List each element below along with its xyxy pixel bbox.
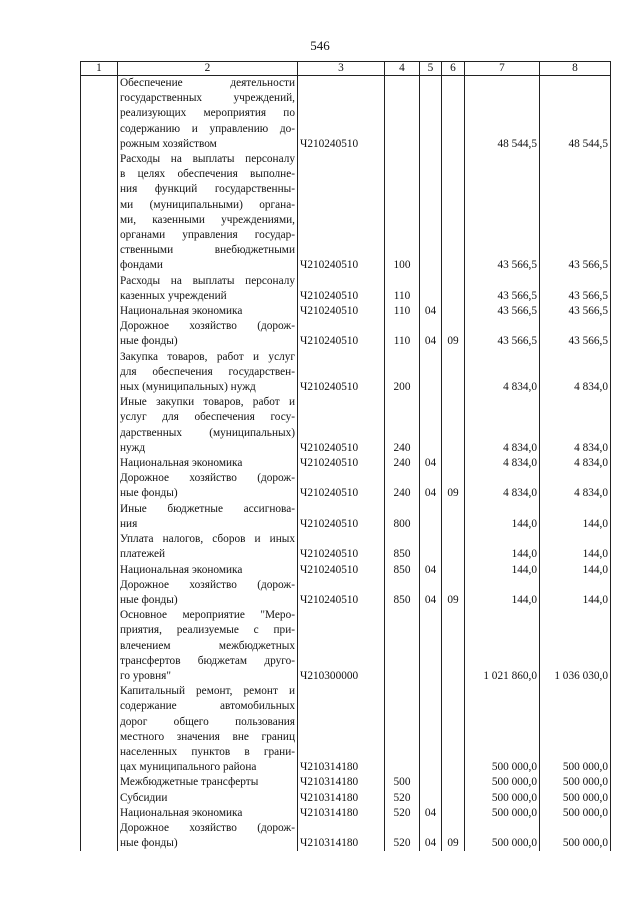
amount-col7-cell: 48 544,5 xyxy=(465,76,540,153)
row-name-line: фондами xyxy=(120,259,163,272)
row-name-line: Иные бюджетные ассигнова- xyxy=(120,502,295,515)
section-cell: 04 xyxy=(420,471,442,501)
row-number-cell xyxy=(81,532,118,562)
amount-col8-cell: 43 566,5 xyxy=(540,304,611,319)
table-row xyxy=(81,608,611,684)
section-cell xyxy=(420,274,442,304)
table-row xyxy=(81,684,611,775)
amount-col8-cell: 144,0 xyxy=(540,502,611,532)
expense-type-cell: 800 xyxy=(385,502,420,532)
subsection-cell xyxy=(442,274,465,304)
amount-col8-cell: 4 834,0 xyxy=(540,395,611,456)
row-name-line: услуг для обеспечения госу- xyxy=(120,411,295,424)
row-name-line: нужд xyxy=(120,441,146,454)
amount-col7-cell: 43 566,5 xyxy=(465,319,540,349)
row-name-line: ные фонды) xyxy=(120,335,178,348)
expense-type-cell: 100 xyxy=(385,152,420,274)
amount-col8-cell: 4 834,0 xyxy=(540,471,611,501)
section-cell: 04 xyxy=(420,456,442,471)
subsection-cell xyxy=(442,806,465,821)
table-row xyxy=(81,563,611,578)
amount-col8-cell: 144,0 xyxy=(540,532,611,562)
target-article-cell: Ч210240510 xyxy=(298,274,385,304)
table-row xyxy=(81,350,611,396)
amount-col8-cell: 48 544,5 xyxy=(540,76,611,153)
row-name-line: государственных учреждений, xyxy=(120,92,295,105)
row-name-line: Уплата налогов, сборов и иных xyxy=(120,533,295,546)
amount-col7-cell: 43 566,5 xyxy=(465,304,540,319)
row-name-line: органами управления государ- xyxy=(120,229,295,242)
row-name-line: трансфертов бюджетам друго- xyxy=(120,654,295,667)
row-name-line: ные фонды) xyxy=(120,593,178,606)
subsection-cell xyxy=(442,532,465,562)
subsection-cell xyxy=(442,502,465,532)
row-name-line: дорог общего пользования xyxy=(120,715,295,728)
section-cell: 04 xyxy=(420,563,442,578)
section-cell xyxy=(420,791,442,806)
target-article-cell: Ч210240510 xyxy=(298,532,385,562)
expense-type-cell: 850 xyxy=(385,532,420,562)
row-number-cell xyxy=(81,578,118,608)
amount-col7-cell: 144,0 xyxy=(465,502,540,532)
row-number-cell xyxy=(81,608,118,684)
table-row xyxy=(81,775,611,790)
section-cell xyxy=(420,395,442,456)
amount-col7-cell: 4 834,0 xyxy=(465,350,540,396)
expense-type-cell xyxy=(385,684,420,775)
row-number-cell xyxy=(81,563,118,578)
target-article-cell: Ч210240510 xyxy=(298,563,385,578)
amount-col7-cell: 1 021 860,0 xyxy=(465,608,540,684)
amount-col7-cell: 4 834,0 xyxy=(465,456,540,471)
amount-col7-cell: 4 834,0 xyxy=(465,395,540,456)
row-name-cell xyxy=(118,152,298,274)
row-name-line: приятия, реализуемые с при- xyxy=(120,624,295,637)
row-name-line: Закупка товаров, работ и услуг xyxy=(120,350,295,363)
table-row xyxy=(81,395,611,456)
row-name-line: местного значения вне границ xyxy=(120,730,295,743)
row-number-cell xyxy=(81,76,118,153)
section-cell xyxy=(420,608,442,684)
row-name-line: Национальная экономика xyxy=(120,457,243,470)
subsection-cell xyxy=(442,76,465,153)
amount-col7-cell: 500 000,0 xyxy=(465,684,540,775)
amount-col8-cell: 500 000,0 xyxy=(540,791,611,806)
row-number-cell xyxy=(81,806,118,821)
amount-col8-cell: 43 566,5 xyxy=(540,319,611,349)
amount-col7-cell: 43 566,5 xyxy=(465,274,540,304)
target-article-cell: Ч210314180 xyxy=(298,806,385,821)
row-name-line: содержанию и управлению до- xyxy=(120,122,295,135)
row-number-cell xyxy=(81,791,118,806)
amount-col8-cell: 4 834,0 xyxy=(540,350,611,396)
row-name-cell xyxy=(118,791,298,806)
page-number: 546 xyxy=(310,38,330,53)
column-header: 3 xyxy=(298,62,385,76)
column-header: 5 xyxy=(420,62,442,76)
row-name-line: Межбюджетные трансферты xyxy=(120,776,259,789)
row-name-line: ных (муниципальных) нужд xyxy=(120,381,256,394)
expense-type-cell: 240 xyxy=(385,471,420,501)
row-name-line: цах муниципального района xyxy=(120,761,257,774)
row-number-cell xyxy=(81,304,118,319)
expense-type-cell: 110 xyxy=(385,319,420,349)
subsection-cell xyxy=(442,395,465,456)
section-cell xyxy=(420,502,442,532)
row-name-line: Национальная экономика xyxy=(120,305,243,318)
row-name-cell xyxy=(118,502,298,532)
target-article-cell: Ч210314180 xyxy=(298,684,385,775)
row-name-line: для обеспечения государствен- xyxy=(120,365,295,378)
subsection-cell: 09 xyxy=(442,471,465,501)
row-name-line: Дорожное хозяйство (дорож- xyxy=(120,821,295,834)
row-name-line: Капитальный ремонт, ремонт и xyxy=(120,685,295,698)
expense-type-cell: 200 xyxy=(385,350,420,396)
row-name-line: ния xyxy=(120,517,138,530)
row-name-cell xyxy=(118,274,298,304)
row-name-cell xyxy=(118,319,298,349)
table-row xyxy=(81,274,611,304)
row-name-cell xyxy=(118,350,298,396)
row-name-cell xyxy=(118,471,298,501)
row-name-cell xyxy=(118,578,298,608)
row-name-line: Дорожное хозяйство (дорож- xyxy=(120,472,295,485)
row-name-line: Национальная экономика xyxy=(120,563,243,576)
row-name-cell xyxy=(118,608,298,684)
subsection-cell xyxy=(442,775,465,790)
section-cell xyxy=(420,152,442,274)
table-row xyxy=(81,76,611,153)
subsection-cell xyxy=(442,456,465,471)
section-cell xyxy=(420,775,442,790)
table-row xyxy=(81,502,611,532)
row-number-cell xyxy=(81,274,118,304)
target-article-cell: Ч210314180 xyxy=(298,821,385,851)
subsection-cell: 09 xyxy=(442,821,465,851)
expense-type-cell: 520 xyxy=(385,821,420,851)
subsection-cell xyxy=(442,304,465,319)
row-name-line: ния функций государственны- xyxy=(120,183,295,196)
row-name-line: дарственных (муниципальных) xyxy=(120,426,295,439)
row-name-line: ми (муниципальными) органа- xyxy=(120,198,295,211)
subsection-cell xyxy=(442,350,465,396)
expense-type-cell: 500 xyxy=(385,775,420,790)
amount-col7-cell: 500 000,0 xyxy=(465,806,540,821)
expense-type-cell xyxy=(385,608,420,684)
amount-col8-cell: 4 834,0 xyxy=(540,456,611,471)
row-number-cell xyxy=(81,395,118,456)
row-name-cell xyxy=(118,76,298,153)
target-article-cell: Ч210240510 xyxy=(298,578,385,608)
row-name-line: Расходы на выплаты персоналу xyxy=(120,153,295,166)
row-name-line: содержание автомобильных xyxy=(120,700,295,713)
expense-type-cell: 850 xyxy=(385,578,420,608)
table-row xyxy=(81,532,611,562)
amount-col7-cell: 144,0 xyxy=(465,532,540,562)
table-row xyxy=(81,821,611,851)
row-name-line: ные фонды) xyxy=(120,487,178,500)
row-number-cell xyxy=(81,152,118,274)
subsection-cell xyxy=(442,791,465,806)
amount-col8-cell: 43 566,5 xyxy=(540,152,611,274)
amount-col8-cell: 1 036 030,0 xyxy=(540,608,611,684)
row-name-line: Дорожное хозяйство (дорож- xyxy=(120,320,295,333)
row-name-line: Дорожное хозяйство (дорож- xyxy=(120,578,295,591)
target-article-cell: Ч210240510 xyxy=(298,304,385,319)
row-number-cell xyxy=(81,775,118,790)
table-row xyxy=(81,791,611,806)
section-cell: 04 xyxy=(420,821,442,851)
row-number-cell xyxy=(81,502,118,532)
section-cell xyxy=(420,684,442,775)
row-name-line: рожным хозяйством xyxy=(120,137,217,150)
row-number-cell xyxy=(81,684,118,775)
row-number-cell xyxy=(81,456,118,471)
row-name-line: ми, казенными учреждениями, xyxy=(120,213,295,226)
row-name-line: реализующих мероприятия по xyxy=(120,107,295,120)
table-row xyxy=(81,304,611,319)
row-name-line: Расходы на выплаты персоналу xyxy=(120,274,295,287)
section-cell xyxy=(420,532,442,562)
subsection-cell xyxy=(442,152,465,274)
target-article-cell: Ч210314180 xyxy=(298,775,385,790)
subsection-cell xyxy=(442,684,465,775)
section-cell xyxy=(420,350,442,396)
row-name-line: ные фонды) xyxy=(120,837,178,850)
column-header: 4 xyxy=(385,62,420,76)
table-row xyxy=(81,578,611,608)
expense-type-cell: 850 xyxy=(385,563,420,578)
row-name-line: Субсидии xyxy=(120,791,168,804)
target-article-cell: Ч210240510 xyxy=(298,502,385,532)
row-name-cell xyxy=(118,563,298,578)
row-number-cell xyxy=(81,821,118,851)
expense-type-cell: 520 xyxy=(385,791,420,806)
row-name-line: платежей xyxy=(120,548,166,561)
amount-col7-cell: 500 000,0 xyxy=(465,821,540,851)
amount-col8-cell: 43 566,5 xyxy=(540,274,611,304)
row-name-line: влечением межбюджетных xyxy=(120,639,295,652)
amount-col8-cell: 144,0 xyxy=(540,578,611,608)
row-name-cell xyxy=(118,684,298,775)
section-cell: 04 xyxy=(420,304,442,319)
subsection-cell: 09 xyxy=(442,319,465,349)
expense-type-cell: 520 xyxy=(385,806,420,821)
row-name-line: го уровня" xyxy=(120,669,171,682)
target-article-cell: Ч210240510 xyxy=(298,152,385,274)
row-name-cell xyxy=(118,806,298,821)
row-name-line: в целях обеспечения выполне- xyxy=(120,168,295,181)
amount-col7-cell: 144,0 xyxy=(465,563,540,578)
subsection-cell xyxy=(442,608,465,684)
row-name-cell xyxy=(118,304,298,319)
amount-col7-cell: 43 566,5 xyxy=(465,152,540,274)
section-cell xyxy=(420,76,442,153)
section-cell: 04 xyxy=(420,806,442,821)
amount-col7-cell: 4 834,0 xyxy=(465,471,540,501)
row-number-cell xyxy=(81,319,118,349)
section-cell: 04 xyxy=(420,578,442,608)
expense-type-cell xyxy=(385,76,420,153)
expense-type-cell: 240 xyxy=(385,456,420,471)
table-row xyxy=(81,152,611,274)
table-body xyxy=(81,76,611,852)
row-name-line: ственными внебюджетными xyxy=(120,244,295,257)
expense-type-cell: 110 xyxy=(385,274,420,304)
amount-col8-cell: 500 000,0 xyxy=(540,806,611,821)
section-cell: 04 xyxy=(420,319,442,349)
row-name-line: Основное мероприятие "Меро- xyxy=(120,609,295,622)
amount-col7-cell: 500 000,0 xyxy=(465,775,540,790)
expense-type-cell: 110 xyxy=(385,304,420,319)
target-article-cell: Ч210240510 xyxy=(298,319,385,349)
row-name-cell xyxy=(118,821,298,851)
row-name-line: Национальная экономика xyxy=(120,806,243,819)
amount-col8-cell: 500 000,0 xyxy=(540,775,611,790)
target-article-cell: Ч210240510 xyxy=(298,76,385,153)
target-article-cell: Ч210314180 xyxy=(298,791,385,806)
amount-col7-cell: 144,0 xyxy=(465,578,540,608)
subsection-cell xyxy=(442,563,465,578)
row-name-cell xyxy=(118,395,298,456)
amount-col8-cell: 500 000,0 xyxy=(540,821,611,851)
column-header: 1 xyxy=(81,62,118,76)
budget-table xyxy=(80,61,611,851)
row-name-line: населенных пунктов в грани- xyxy=(120,745,295,758)
row-name-cell xyxy=(118,456,298,471)
expense-type-cell: 240 xyxy=(385,395,420,456)
table-header-row xyxy=(81,62,611,76)
target-article-cell: Ч210240510 xyxy=(298,456,385,471)
column-header: 6 xyxy=(442,62,465,76)
target-article-cell: Ч210300000 xyxy=(298,608,385,684)
row-name-cell xyxy=(118,775,298,790)
amount-col8-cell: 144,0 xyxy=(540,563,611,578)
table-row xyxy=(81,471,611,501)
column-header: 8 xyxy=(540,62,611,76)
amount-col7-cell: 500 000,0 xyxy=(465,791,540,806)
amount-col8-cell: 500 000,0 xyxy=(540,684,611,775)
row-name-line: Обеспечение деятельности xyxy=(120,77,295,89)
column-header: 2 xyxy=(118,62,298,76)
target-article-cell: Ч210240510 xyxy=(298,471,385,501)
row-name-line: Иные закупки товаров, работ и xyxy=(120,396,295,409)
row-name-line: казенных учреждений xyxy=(120,289,227,302)
target-article-cell: Ч210240510 xyxy=(298,395,385,456)
table-row xyxy=(81,456,611,471)
target-article-cell: Ч210240510 xyxy=(298,350,385,396)
row-number-cell xyxy=(81,471,118,501)
table-row xyxy=(81,806,611,821)
column-header: 7 xyxy=(465,62,540,76)
subsection-cell: 09 xyxy=(442,578,465,608)
row-number-cell xyxy=(81,350,118,396)
row-name-cell xyxy=(118,532,298,562)
table-row xyxy=(81,319,611,349)
